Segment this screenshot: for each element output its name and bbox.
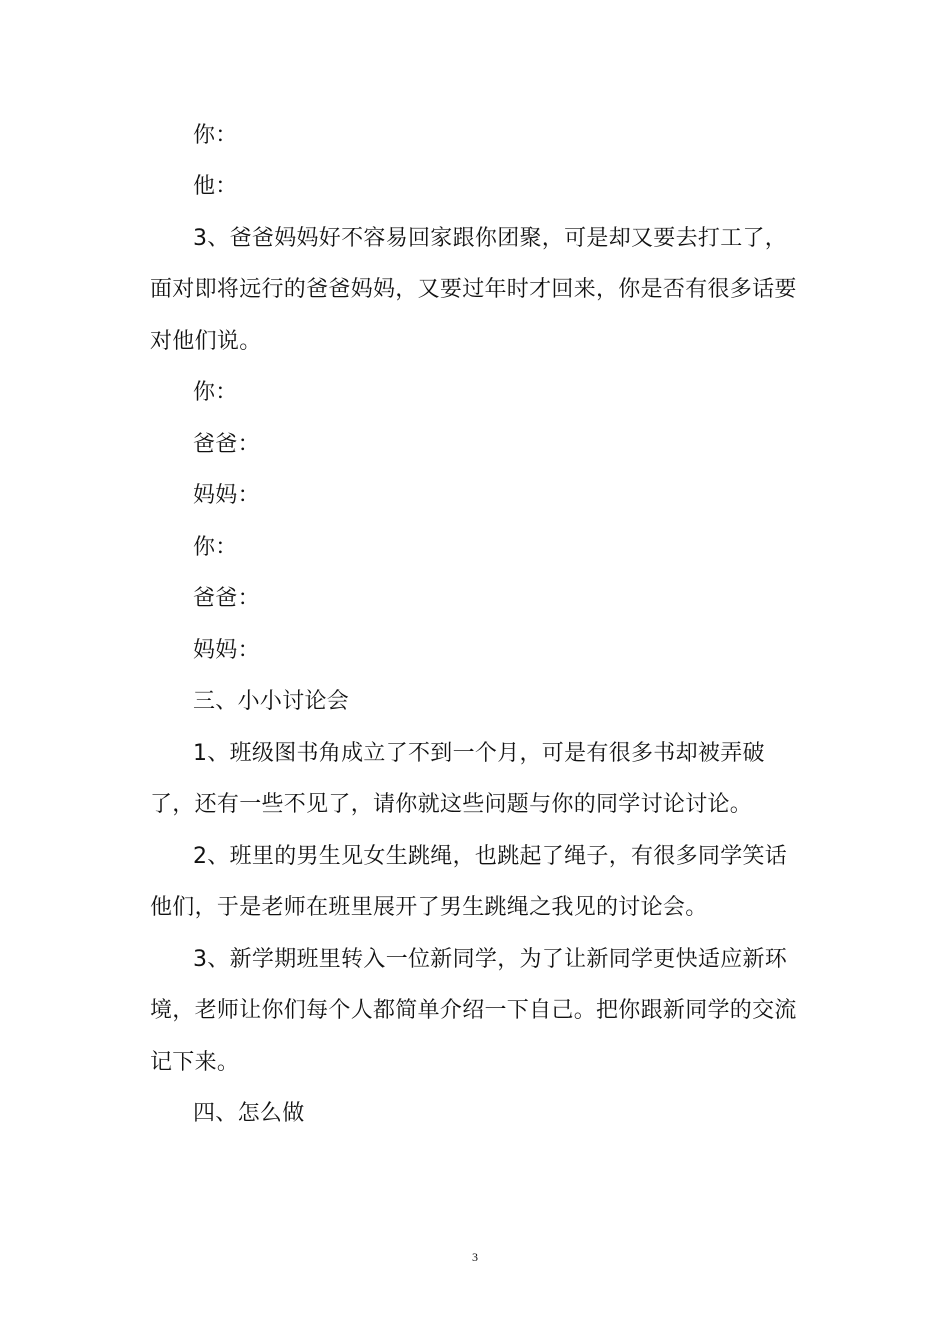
topic-3-line-3: 记下来。 — [150, 1050, 240, 1075]
page-number: 3 — [472, 1250, 478, 1264]
dialogue-dad-2: 爸爸： — [193, 586, 260, 611]
topic-3-line-1: 3、新学期班里转入一位新同学，为了让新同学更快适应新环 — [193, 947, 788, 972]
topic-1-line-1: 1、班级图书角成立了不到一个月，可是有很多书却被弄破 — [193, 741, 765, 766]
dialogue-dad-1: 爸爸： — [193, 432, 260, 457]
dialogue-you-1: 你： — [193, 123, 238, 148]
section-heading-4: 四、怎么做 — [193, 1101, 305, 1126]
topic-2-line-2: 他们，于是老师在班里展开了男生跳绳之我见的讨论会。 — [150, 895, 708, 920]
dialogue-you-3: 你： — [193, 535, 238, 560]
section-heading-3: 三、小小讨论会 — [193, 689, 350, 714]
dialogue-him: 他： — [193, 174, 238, 199]
topic-2-line-1: 2、班里的男生见女生跳绳，也跳起了绳子，有很多同学笑话 — [193, 844, 788, 869]
topic-1-line-2: 了，还有一些不见了，请你就这些问题与你的同学讨论讨论。 — [150, 792, 753, 817]
question-3-line-1: 3、爸爸妈妈好不容易回家跟你团聚，可是却又要去打工了， — [193, 226, 788, 251]
topic-3-line-2: 境，老师让你们每个人都简单介绍一下自己。把你跟新同学的交流 — [150, 998, 797, 1023]
dialogue-mom-1: 妈妈： — [193, 483, 260, 508]
question-3-line-2: 面对即将远行的爸爸妈妈，又要过年时才回来，你是否有很多话要 — [150, 277, 797, 302]
question-3-line-3: 对他们说。 — [150, 329, 262, 354]
dialogue-mom-2: 妈妈： — [193, 638, 260, 663]
dialogue-you-2: 你： — [193, 380, 238, 405]
